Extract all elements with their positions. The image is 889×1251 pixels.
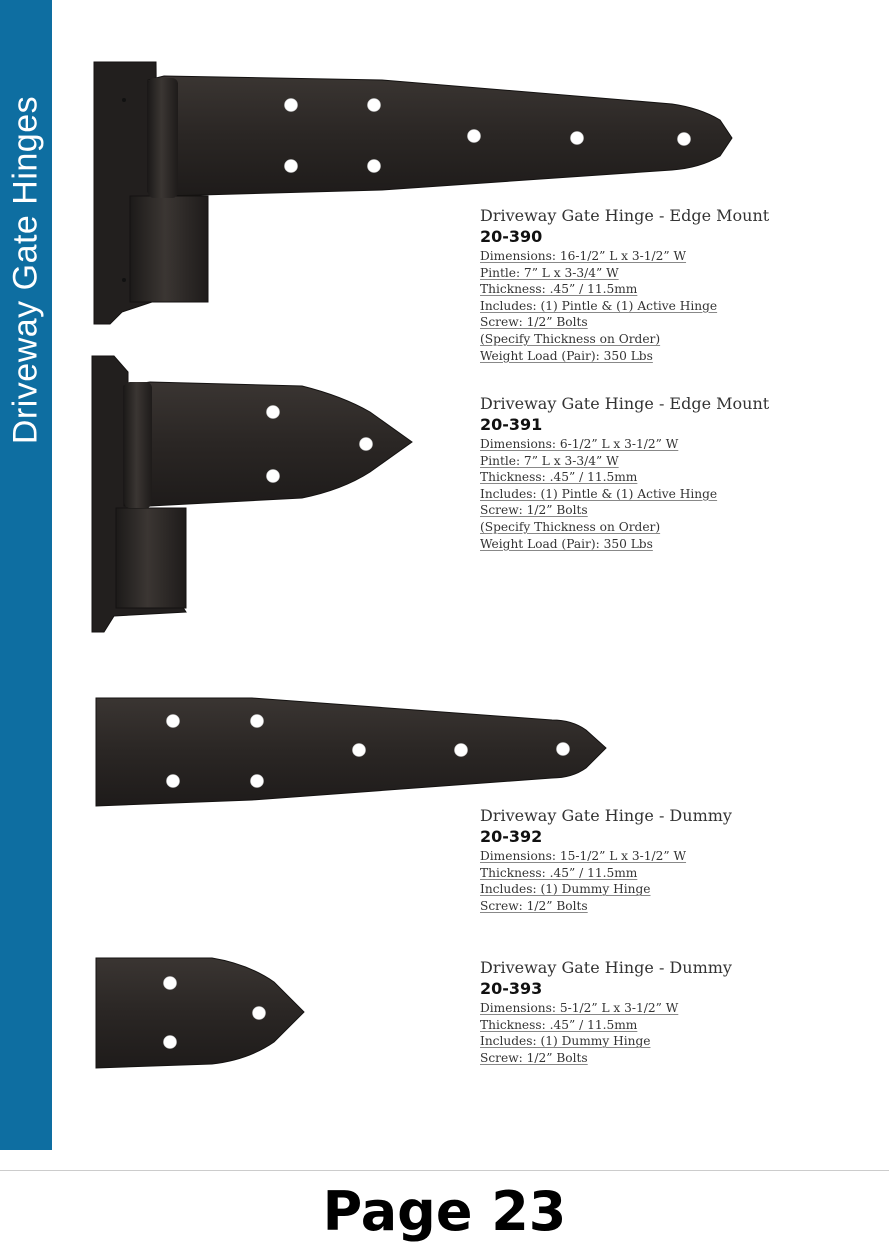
catalog-page — [52, 0, 889, 1150]
spec-line: Pintle: 7” L x 3-3/4” W — [480, 265, 619, 280]
spec-line: Thickness: .45” / 11.5mm — [480, 470, 638, 485]
product-name: Driveway Gate Hinge - Dummy — [480, 806, 732, 825]
spec-line: Weight Load (Pair): 350 Lbs — [480, 348, 653, 363]
spec-line: Screw: 1/2” Bolts — [480, 898, 588, 913]
spec-line: Includes: (1) Dummy Hinge — [480, 1034, 651, 1049]
hinge-20-392-image — [96, 698, 606, 806]
page-number: Page 23 — [322, 1179, 567, 1243]
spec-line: Screw: 1/2” Bolts — [480, 1050, 588, 1065]
hinge-illustrations — [52, 0, 889, 1150]
product-code: 20-390 — [480, 227, 543, 246]
hinge-20-391-image — [92, 356, 412, 632]
product-block-20-393 — [480, 958, 732, 1066]
spec-line: Thickness: .45” / 11.5mm — [480, 865, 638, 880]
spec-line: Screw: 1/2” Bolts — [480, 315, 588, 330]
spec-line: Includes: (1) Pintle & (1) Active Hinge — [480, 298, 718, 313]
spec-line: Includes: (1) Dummy Hinge — [480, 882, 651, 897]
product-name: Driveway Gate Hinge - Edge Mount — [480, 206, 770, 225]
spec-line: Pintle: 7” L x 3-3/4” W — [480, 453, 619, 468]
spec-line: Includes: (1) Pintle & (1) Active Hinge — [480, 486, 718, 501]
page-footer — [0, 1170, 889, 1251]
spec-line: Dimensions: 16-1/2” L x 3-1/2” W — [480, 249, 687, 263]
spec-line: Weight Load (Pair): 350 Lbs — [480, 536, 653, 551]
product-code: 20-393 — [480, 979, 543, 998]
product-block-20-390 — [480, 206, 769, 364]
spec-line: Screw: 1/2” Bolts — [480, 503, 588, 518]
spec-line: Dimensions: 6-1/2” L x 3-1/2” W — [480, 437, 679, 451]
spec-line: (Specify Thickness on Order) — [480, 331, 661, 346]
product-code: 20-392 — [480, 827, 543, 846]
product-block-20-391 — [480, 394, 769, 552]
spec-line: (Specify Thickness on Order) — [480, 519, 661, 534]
sidebar-title: Driveway Gate Hinges — [6, 95, 45, 445]
spec-line: Dimensions: 5-1/2” L x 3-1/2” W — [480, 1001, 679, 1015]
product-name: Driveway Gate Hinge - Dummy — [480, 958, 732, 977]
hinge-20-393-image — [96, 958, 304, 1068]
sidebar-band — [0, 0, 52, 1150]
spec-line: Thickness: .45” / 11.5mm — [480, 282, 638, 297]
spec-line: Thickness: .45” / 11.5mm — [480, 1017, 638, 1032]
product-name: Driveway Gate Hinge - Edge Mount — [480, 394, 770, 413]
product-code: 20-391 — [480, 415, 543, 434]
product-block-20-392 — [480, 806, 732, 914]
spec-line: Dimensions: 15-1/2” L x 3-1/2” W — [480, 849, 687, 863]
